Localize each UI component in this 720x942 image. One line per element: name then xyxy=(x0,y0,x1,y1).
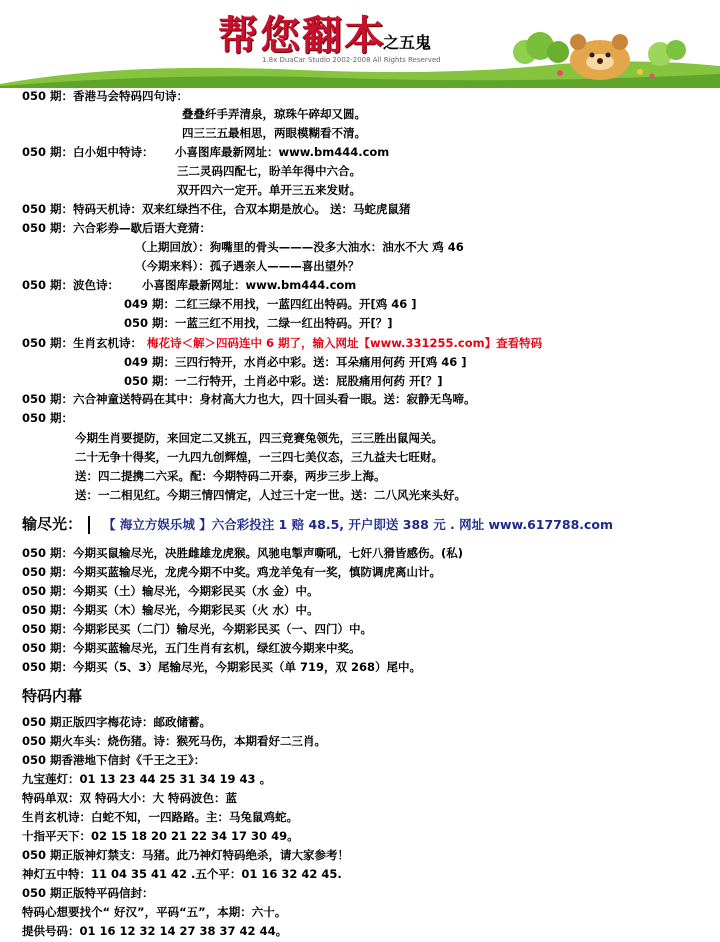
poem-heading: 050 期：香港马会特码四句诗： xyxy=(22,89,189,103)
section-title: 特码内幕 xyxy=(22,687,83,705)
promo-link[interactable]: 梅花诗＜解＞四码连中 6 期了，输入网址【www.331255.com】查看特码 xyxy=(147,336,543,350)
poem-line: 049 期：三四行特开，水肖必中彩。送：耳朵痛用何药 开[鸡 46 ] xyxy=(124,355,467,369)
poem-line: 050 期：一蓝三红不用找，二绿一红出特码。开[？] xyxy=(124,316,393,330)
list-item: 050 期正版特平码信封： xyxy=(22,886,154,900)
list-item: 特码单双：双 特码大小：大 特码波色：蓝 xyxy=(22,791,238,805)
riddle-line: （上期回放）：狗嘴里的骨头———没多大油水：油水不大 鸡 46 xyxy=(135,240,464,254)
list-item: 050 期正版神灯禁支：马猪。此乃神灯特码绝杀，请大家参考！ xyxy=(22,848,350,862)
list-item: 050 期：今期买（木）输尽光，今期彩民买（火 水）中。 xyxy=(22,603,319,617)
poem-heading: 050 期：特码天机诗：双来红绿挡不住，合双本期是放心。 送：马蛇虎鼠猪 xyxy=(22,202,411,216)
list-item: 提供号码：01 16 12 32 14 27 38 37 42 44。 xyxy=(22,924,288,938)
list-item: 050 期火车头：烧伤猪。诗：猴死马伤，本期看好二三肖。 xyxy=(22,734,327,748)
list-item: 050 期：今期买（土）输尽光，今期彩民买（水 金）中。 xyxy=(22,584,319,598)
list-item: 九宝莲灯：01 13 23 44 25 31 34 19 43 。 xyxy=(22,772,272,786)
section-title: 输尽光： xyxy=(22,515,83,533)
list-item: 050 期：今期买蓝输尽光，龙虎今期不中奖。鸡龙羊兔有一奖，慎防调虎离山计。 xyxy=(22,565,442,579)
poem-line: 四三三五最相思，两眼模糊看不清。 xyxy=(182,126,366,140)
list-item: 050 期香港地下信封《千王之王》： xyxy=(22,753,206,767)
poem-heading: 050 期：白小姐中特诗： xyxy=(22,145,154,159)
site-link[interactable]: 小喜图库最新网址：www.bm444.com xyxy=(175,145,390,159)
poem-line: 送：一二相见红。今期三情四情定，人过三十定一世。送：二八风光来头好。 xyxy=(75,488,466,502)
poem-line: 二十无争十得奖，一九四九创辉煌，一三四七美仪态，三九益夫七旺财。 xyxy=(75,450,443,464)
list-item: 050 期：今期买蓝输尽光，五门生肖有玄机，绿红波今期来中奖。 xyxy=(22,641,361,655)
poem-heading: 050 期：生肖玄机诗： xyxy=(22,336,143,350)
list-item: 050 期：今期买（5、3）尾输尽光，今期彩民买（单 719，双 268）尾中。 xyxy=(22,660,422,674)
banner-title: 帮您翻本 xyxy=(218,12,386,59)
list-item: 神灯五中特：11 04 35 41 42 .五个平：01 16 32 42 45. xyxy=(22,867,342,881)
header-banner xyxy=(0,0,720,88)
list-item: 050 期正版四字梅花诗：邮政储蓄。 xyxy=(22,715,212,729)
poem-line: 叠叠纤手弄清泉，琼珠午碎却又圆。 xyxy=(182,107,366,121)
site-link[interactable]: 小喜图库最新网址：www.bm444.com xyxy=(142,278,357,292)
bear-mascot-icon xyxy=(570,34,630,80)
banner-subtitle: 之五鬼 xyxy=(383,33,432,52)
poem-heading: 050 期：波色诗： xyxy=(22,278,120,292)
list-item: 十指平天下：02 15 18 20 21 22 34 17 30 49。 xyxy=(22,829,299,843)
poem-line: 049 期：二红三绿不用找，一蓝四红出特码。开[鸡 46 ] xyxy=(124,297,417,311)
poem-line: 三二灵码四配七，盼羊年得中六合。 xyxy=(177,164,361,178)
list-item: 生肖玄机诗：白蛇不知，一四路路。主：马兔鼠鸡蛇。 xyxy=(22,810,298,824)
poem-line: 今期生肖要提防，来回定二又挑五，四三竞赛兔领先，三三胜出鼠闯关。 xyxy=(75,431,443,445)
poem-heading: 050 期： xyxy=(22,411,74,425)
list-item: 050 期：今期彩民买（二门）输尽光，今期彩民买（一、四门）中。 xyxy=(22,622,373,636)
banner-credit: 1.8x DuaCar Studio 2002-2008 All Rights Reserved xyxy=(262,56,441,64)
poem-heading: 050 期：六合神童送特码在其中：身材高大力也大，四十回头看一眼。送：寂静无鸟啼。 xyxy=(22,392,476,406)
poem-line: 双开四六一定开。单开三五来发财。 xyxy=(177,183,361,197)
ad-banner-link[interactable]: 【 海立方娱乐城 】六合彩投注 1 赔 48.5, 开户即送 388 元 . 网址 www.617788.com xyxy=(103,517,614,532)
poem-line: 送：四二提携二六采。配：今期特码二开泰，两步三步上海。 xyxy=(75,469,386,483)
list-item: 特码心想要找个“ 好汉”，平码“五”，本期：六十。 xyxy=(22,905,287,919)
riddle-line: （今期来料）：孤子遇亲人———喜出望外？ xyxy=(135,259,360,273)
list-item: 050 期：今期买鼠输尽光，决胜雌雄龙虎猴。风驰电掣声嘶吼，七奸八猾皆感伤。(私) xyxy=(22,546,464,560)
poem-heading: 050 期：六合彩券—歇后语大竞猜： xyxy=(22,221,212,235)
poem-line: 050 期：一二行特开，土肖必中彩。送：屁股痛用何药 开[？] xyxy=(124,374,443,388)
